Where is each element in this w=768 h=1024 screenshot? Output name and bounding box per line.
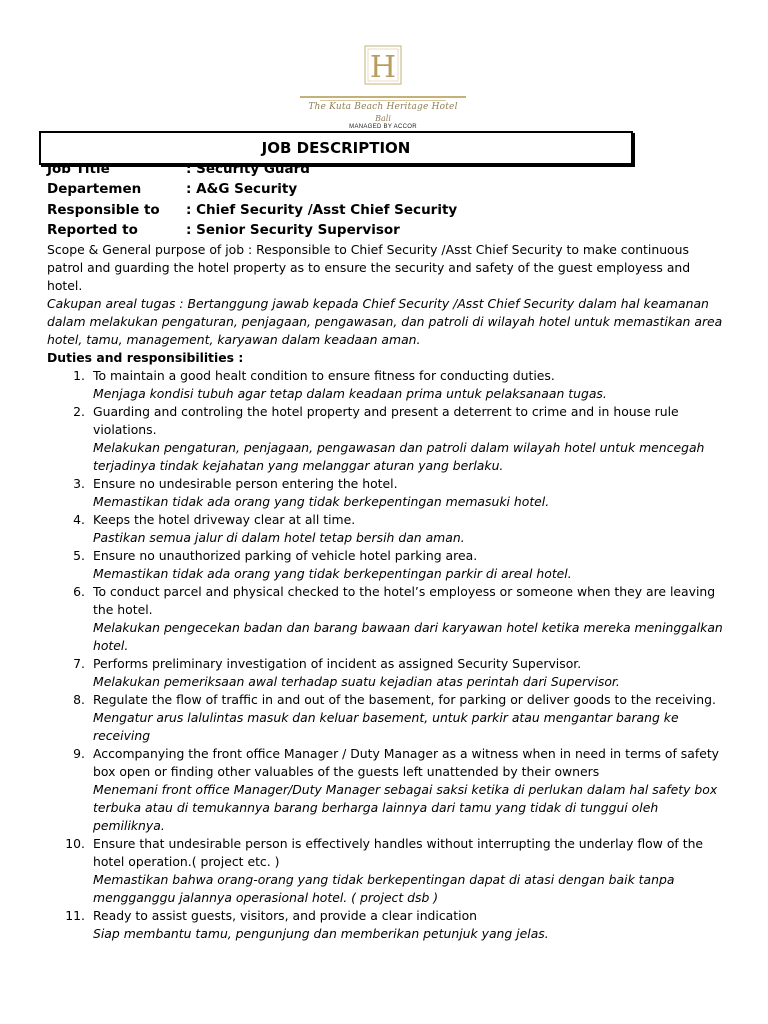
duty-number: 6. bbox=[73, 584, 85, 599]
duty-number: 9. bbox=[73, 746, 85, 761]
duty-english: Performs preliminary investigation of incident as assigned Security Supervisor. bbox=[93, 656, 582, 671]
duty-indonesian: Menemani front office Manager/Duty Manager sebagai saksi ketika di perlukan dalam hal safety box terbuka atau di temukannya barang berharga lainnya dari tamu yang tidak di tunggui oleh pemiliknya. bbox=[93, 782, 718, 833]
duty-indonesian: Pastikan semua jalur di dalam hotel tetap bersih dan aman. bbox=[93, 530, 465, 545]
duty-english: Keeps the hotel driveway clear at all time. bbox=[93, 512, 356, 527]
duty-number: 5. bbox=[73, 548, 85, 563]
duty-number: 1. bbox=[73, 368, 85, 383]
duty-english: To conduct parcel and physical checked to the hotel’s employess or someone when they are leaving the hotel. bbox=[93, 584, 716, 617]
duty-english: Guarding and controling the hotel property and present a deterrent to crime and in house rule violations. bbox=[93, 404, 679, 437]
duty-item bbox=[47, 511, 727, 547]
duties-heading: Duties and responsibilities : bbox=[47, 350, 244, 365]
responsible-value: : Chief Security /Asst Chief Security bbox=[186, 202, 458, 218]
info-row-reported bbox=[47, 222, 400, 238]
duty-indonesian: Melakukan pengaturan, penjagaan, pengawasan dan patroli dalam wilayah hotel untuk mencegah terjadinya tindak kejahatan yang melanggar aturan yang berlaku. bbox=[93, 440, 705, 473]
reported-value: : Senior Security Supervisor bbox=[186, 222, 400, 238]
duty-item bbox=[47, 655, 727, 691]
logo-divider-thin bbox=[320, 100, 446, 101]
hotel-location: Bali bbox=[375, 114, 391, 123]
info-row-responsible bbox=[47, 202, 458, 218]
duty-item bbox=[47, 547, 727, 583]
hotel-logo bbox=[300, 44, 466, 134]
duty-number: 8. bbox=[73, 692, 85, 707]
duty-item bbox=[47, 691, 727, 745]
duty-english: Regulate the flow of traffic in and out of the basement, for parking or deliver goods to the receiving. bbox=[93, 692, 716, 707]
document-title-text: JOB DESCRIPTION bbox=[261, 139, 411, 157]
duty-indonesian: Melakukan pengecekan badan dan barang bawaan dari karyawan hotel ketika mereka meninggalkan hotel. bbox=[93, 620, 723, 653]
duty-indonesian: Melakukan pemeriksaan awal terhadap suatu kejadian atas perintah dari Supervisor. bbox=[93, 674, 620, 689]
duty-number: 4. bbox=[73, 512, 85, 527]
duty-item bbox=[47, 907, 727, 943]
duty-number: 7. bbox=[73, 656, 85, 671]
duty-indonesian: Siap membantu tamu, pengunjung dan memberikan petunjuk yang jelas. bbox=[93, 926, 549, 941]
duty-item bbox=[47, 835, 727, 907]
reported-label: Reported to bbox=[47, 222, 138, 238]
job-title-label: Job Title bbox=[47, 161, 110, 177]
hotel-monogram-icon bbox=[363, 44, 403, 86]
duty-english: Accompanying the front office Manager / Duty Manager as a witness when in need in terms of safety box open or finding other valuables of the guests left unattended by their owners bbox=[93, 746, 720, 779]
duty-number: 2. bbox=[73, 404, 85, 419]
duty-number: 11. bbox=[65, 908, 85, 923]
duty-indonesian: Memastikan tidak ada orang yang tidak berkepentingan parkir di areal hotel. bbox=[93, 566, 572, 581]
document-body bbox=[47, 241, 727, 943]
duty-number: 10. bbox=[65, 836, 85, 851]
document-title bbox=[39, 131, 633, 165]
duty-item bbox=[47, 367, 727, 403]
svg-text:H: H bbox=[369, 50, 397, 85]
scope-english: Scope & General purpose of job : Responsible to Chief Security /Asst Chief Security to make continuous patrol and guarding the hotel property as to ensure the security and safety of the guest employess and hotel. bbox=[47, 242, 691, 293]
duty-english: Ready to assist guests, visitors, and provide a clear indication bbox=[93, 908, 478, 923]
department-label: Departemen bbox=[47, 181, 142, 197]
duty-english: Ensure no undesirable person entering the hotel. bbox=[93, 476, 398, 491]
duty-english: Ensure no unauthorized parking of vehicle hotel parking area. bbox=[93, 548, 478, 563]
duty-item bbox=[47, 583, 727, 655]
duty-item bbox=[47, 403, 727, 475]
hotel-name: The Kuta Beach Heritage Hotel bbox=[308, 102, 458, 112]
duties-list bbox=[47, 367, 727, 943]
scope-indonesian: Cakupan areal tugas : Bertanggung jawab kepada Chief Security /Asst Chief Security dalam hal keamanan dalam melakukan pengaturan, penjagaan, pengawasan, dan patroli di wilayah hotel untuk memastikan area hotel, tamu, management, karyawan dalam keadaan aman. bbox=[47, 296, 723, 347]
duty-indonesian: Menjaga kondisi tubuh agar tetap dalam keadaan prima untuk pelaksanaan tugas. bbox=[93, 386, 607, 401]
duty-item bbox=[47, 475, 727, 511]
duty-indonesian: Memastikan tidak ada orang yang tidak berkepentingan memasuki hotel. bbox=[93, 494, 550, 509]
responsible-label: Responsible to bbox=[47, 202, 160, 218]
managed-by: MANAGED BY ACCOR bbox=[349, 124, 417, 130]
duty-indonesian: Memastikan bahwa orang-orang yang tidak berkepentingan dapat di atasi dengan baik tanpa mengganggu jalannya operasional hotel. ( project dsb ) bbox=[93, 872, 675, 905]
duty-item bbox=[47, 745, 727, 835]
info-row-department bbox=[47, 181, 298, 197]
duty-number: 3. bbox=[73, 476, 85, 491]
department-value: : A&G Security bbox=[186, 181, 298, 197]
duty-english: Ensure that undesirable person is effectively handles without interrupting the underlay flow of the hotel operation.( project etc. ) bbox=[93, 836, 704, 869]
duty-indonesian: Mengatur arus lalulintas masuk dan keluar basement, untuk parkir atau mengantar barang ke receiving bbox=[93, 710, 679, 743]
info-row-job-title bbox=[47, 161, 310, 177]
job-title-value: : Security Guard bbox=[186, 161, 310, 177]
logo-divider bbox=[300, 96, 466, 98]
duty-english: To maintain a good healt condition to ensure fitness for conducting duties. bbox=[93, 368, 555, 383]
